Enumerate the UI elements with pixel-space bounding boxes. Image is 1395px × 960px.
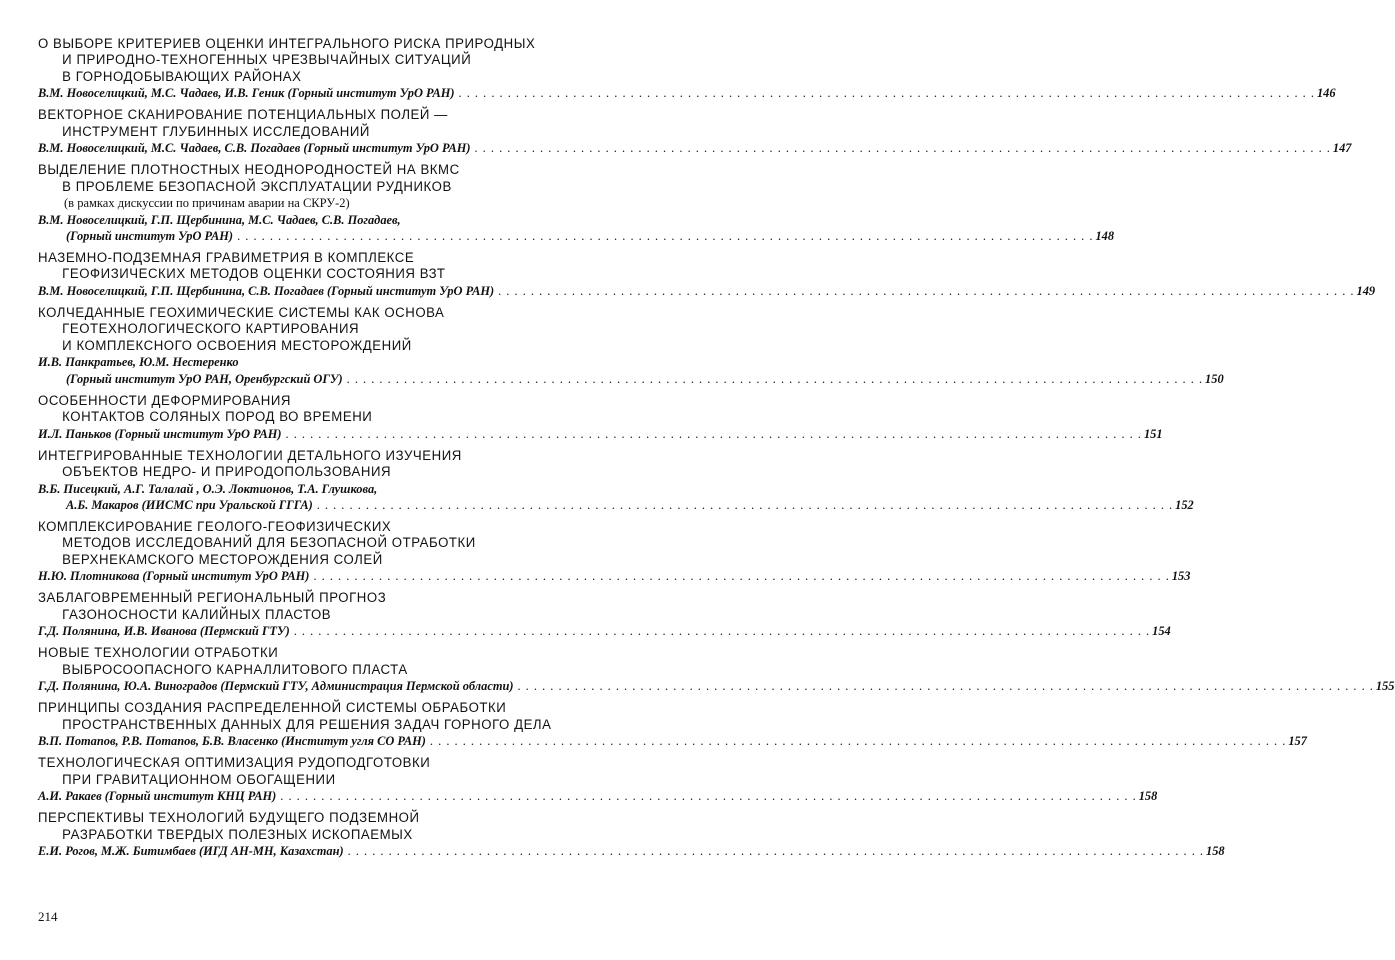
entry-title-line: В ПРОБЛЕМЕ БЕЗОПАСНОЙ ЭКСПЛУАТАЦИИ РУДНИКОВ (62, 178, 452, 195)
entry-authors: Н.Ю. Плотникова (Горный институт УрО РАН) (38, 569, 310, 584)
entry-page-number: 158 (1206, 844, 1225, 859)
toc-entry (38, 392, 1163, 442)
toc-entry (38, 755, 1158, 804)
dot-leader (517, 678, 1373, 694)
entry-authors-line (38, 568, 1191, 584)
table-of-contents (38, 36, 1395, 865)
entry-title-line: ОСОБЕННОСТИ ДЕФОРМИРОВАНИЯ (38, 392, 291, 409)
entry-authors: Г.Д. Полянина, И.В. Иванова (Пермский ГТУ) (38, 624, 290, 639)
entry-authors: В.М. Новоселицкий, М.С. Чадаев, И.В. Геник (Горный институт УрО РАН) (38, 86, 455, 101)
toc-entry (38, 162, 1115, 244)
entry-title-line: НАЗЕМНО-ПОДЗЕМНАЯ ГРАВИМЕТРИЯ В КОМПЛЕКСЕ (38, 250, 415, 267)
toc-entry (38, 700, 1307, 749)
entry-title-line: ПЕРСПЕКТИВЫ ТЕХНОЛОГИЙ БУДУЩЕГО ПОДЗЕМНОЙ (38, 810, 420, 827)
entry-authors-line (38, 733, 1307, 749)
dot-leader (430, 733, 1286, 749)
entry-authors: А.И. Ракаев (Горный институт КНЦ РАН) (38, 789, 277, 804)
entry-page-number: 149 (1356, 283, 1376, 298)
entry-title-line: ПРИ ГРАВИТАЦИОННОМ ОБОГАЩЕНИИ (62, 771, 336, 788)
entry-title-line: ТЕХНОЛОГИЧЕСКАЯ ОПТИМИЗАЦИЯ РУДОПОДГОТОВКИ (38, 755, 431, 772)
entry-title-line: НОВЫЕ ТЕХНОЛОГИИ ОТРАБОТКИ (38, 645, 279, 662)
entry-title-line: ВЫБРОСООПАСНОГО КАРНАЛЛИТОВОГО ПЛАСТА (62, 661, 408, 678)
toc-entry (38, 447, 1194, 513)
entry-page-number: 157 (1288, 734, 1307, 749)
entry-authors: (Горный институт УрО РАН) (66, 228, 234, 243)
entry-authors-line (38, 843, 1225, 859)
entry-page-number: 150 (1205, 371, 1224, 386)
entry-title-line: МЕТОДОВ ИССЛЕДОВАНИЙ ДЛЯ БЕЗОПАСНОЙ ОТРАБОТКИ (62, 535, 476, 552)
entry-title-line: ВЕКТОРНОЕ СКАНИРОВАНИЕ ПОТЕНЦИАЛЬНЫХ ПОЛЕЙ — (38, 107, 448, 124)
entry-title-line: ГЕОТЕХНОЛОГИЧЕСКОГО КАРТИРОВАНИЯ (62, 321, 360, 338)
entry-title-line: ЗАБЛАГОВРЕМЕННЫЙ РЕГИОНАЛЬНЫЙ ПРОГНОЗ (38, 590, 387, 607)
entry-authors: А.Б. Макаров (ИИСМС при Уральской ГГГА) (66, 497, 313, 512)
entry-authors-line (38, 497, 1194, 513)
entry-title-line: ПРИНЦИПЫ СОЗДАНИЯ РАСПРЕДЕЛЕННОЙ СИСТЕМЫ ОБРАБОТКИ (38, 700, 507, 717)
page-number: 214 (38, 909, 58, 924)
entry-page-number: 152 (1175, 497, 1194, 512)
entry-page-number: 154 (1152, 624, 1171, 639)
entry-title-line: И ПРИРОДНО-ТЕХНОГЕННЫХ ЧРЕЗВЫЧАЙНЫХ СИТУАЦИЙ (62, 52, 472, 69)
entry-authors: В.П. Потапов, Р.В. Потапов, Б.В. Власенко (Институт угля СО РАН) (38, 734, 426, 749)
entry-authors: В.М. Новоселицкий, М.С. Чадаев, С.В. Погадаев (Горный институт УрО РАН) (38, 141, 471, 156)
entry-authors-line (38, 481, 610, 497)
toc-entry (38, 810, 1225, 859)
toc-entry (38, 250, 1376, 299)
entry-authors: В.Б. Писецкий, А.Г. Талалай , О.Э. Локтионов, Т.А. Глушкова, (38, 481, 378, 496)
dot-leader (313, 568, 1169, 584)
entry-title-line: В ГОРНОДОБЫВАЮЩИХ РАЙОНАХ (62, 68, 302, 85)
entry-authors-line (38, 623, 1171, 639)
entry-title-line: ГАЗОНОСНОСТИ КАЛИЙНЫХ ПЛАСТОВ (62, 606, 332, 623)
dot-leader (459, 85, 1315, 101)
entry-authors-line (38, 788, 1158, 804)
dot-leader (347, 371, 1203, 387)
toc-entry (38, 590, 1171, 639)
dot-leader (237, 228, 1093, 244)
entry-authors-line (38, 426, 1163, 442)
entry-authors: В.М. Новоселицкий, Г.П. Щербинина, С.В. Погадаев (Горный институт УрО РАН) (38, 283, 495, 298)
entry-authors-line (38, 228, 1115, 244)
entry-page-number: 151 (1143, 426, 1163, 441)
entry-authors-line (38, 212, 610, 228)
entry-title-line: ИНСТРУМЕНТ ГЛУБИННЫХ ИССЛЕДОВАНИЙ (62, 123, 370, 140)
dot-leader (317, 497, 1173, 513)
entry-authors: И.Л. Паньков (Горный институт УрО РАН) (38, 426, 282, 441)
entry-page-number: 148 (1095, 228, 1115, 243)
entry-authors: Е.И. Рогов, М.Ж. Битимбаев (ИГД АН-МН, Казахстан) (38, 844, 344, 859)
dot-leader (280, 788, 1136, 804)
entry-title-line: ПРОСТРАНСТВЕННЫХ ДАННЫХ ДЛЯ РЕШЕНИЯ ЗАДАЧ ГОРНОГО ДЕЛА (62, 716, 552, 733)
entry-title-line: КОЛЧЕДАННЫЕ ГЕОХИМИЧЕСКИЕ СИСТЕМЫ КАК ОСНОВА (38, 305, 445, 322)
entry-title-line: РАЗРАБОТКИ ТВЕРДЫХ ПОЛЕЗНЫХ ИСКОПАЕМЫХ (62, 826, 413, 843)
dot-leader (286, 426, 1142, 442)
entry-authors: Г.Д. Полянина, Ю.А. Виноградов (Пермский ГТУ, Администрация Пермской области) (38, 679, 514, 694)
entry-title-line: КОМПЛЕКСИРОВАНИЕ ГЕОЛОГО-ГЕОФИЗИЧЕСКИХ (38, 518, 392, 535)
entry-authors: В.М. Новоселицкий, Г.П. Щербинина, М.С. Чадаев, С.В. Погадаев, (38, 212, 401, 227)
entry-title-line: О ВЫБОРЕ КРИТЕРИЕВ ОЦЕНКИ ИНТЕГРАЛЬНОГО РИСКА ПРИРОДНЫХ (38, 36, 536, 52)
toc-entry (38, 107, 1352, 156)
entry-title-line: ИНТЕГРИРОВАННЫЕ ТЕХНОЛОГИИ ДЕТАЛЬНОГО ИЗУЧЕНИЯ (38, 447, 462, 464)
entry-authors: (Горный институт УрО РАН, Оренбургский ОГУ) (66, 371, 343, 386)
entry-title-line: ГЕОФИЗИЧЕСКИХ МЕТОДОВ ОЦЕНКИ СОСТОЯНИЯ ВЗТ (62, 266, 446, 283)
entry-authors-line (38, 140, 1352, 156)
entry-note: (в рамках дискуссии по причинам аварии на СКРУ-2) (64, 196, 350, 211)
entry-title-line: ОБЪЕКТОВ НЕДРО- И ПРИРОДОПОЛЬЗОВАНИЯ (62, 464, 392, 481)
entry-authors-line (38, 371, 1224, 387)
entry-page-number: 155 (1375, 679, 1395, 694)
entry-page-number: 158 (1138, 789, 1158, 804)
entry-title-line: И КОМПЛЕКСНОГО ОСВОЕНИЯ МЕСТОРОЖДЕНИЙ (62, 337, 412, 354)
entry-title-line: КОНТАКТОВ СОЛЯНЫХ ПОРОД ВО ВРЕМЕНИ (62, 409, 373, 426)
toc-entry (38, 36, 1336, 101)
dot-leader (474, 140, 1330, 156)
toc-entry (38, 518, 1191, 584)
dot-leader (294, 623, 1150, 639)
toc-entry (38, 645, 1395, 694)
entry-authors-line (38, 354, 610, 370)
dot-leader (348, 843, 1204, 859)
entry-authors-line (38, 283, 1376, 299)
entry-page-number: 153 (1171, 569, 1191, 584)
dot-leader (498, 283, 1354, 299)
entry-page-number: 147 (1332, 141, 1352, 156)
toc-entry (38, 305, 1224, 387)
entry-authors-line (38, 85, 1336, 101)
entry-authors: И.В. Панкратьев, Ю.М. Нестеренко (38, 355, 239, 370)
entry-title-line: ВЫДЕЛЕНИЕ ПЛОТНОСТНЫХ НЕОДНОРОДНОСТЕЙ НА ВКМС (38, 162, 460, 179)
entry-title-line: ВЕРХНЕКАМСКОГО МЕСТОРОЖДЕНИЯ СОЛЕЙ (62, 551, 383, 568)
entry-authors-line (38, 678, 1395, 694)
entry-page-number: 146 (1316, 86, 1336, 101)
